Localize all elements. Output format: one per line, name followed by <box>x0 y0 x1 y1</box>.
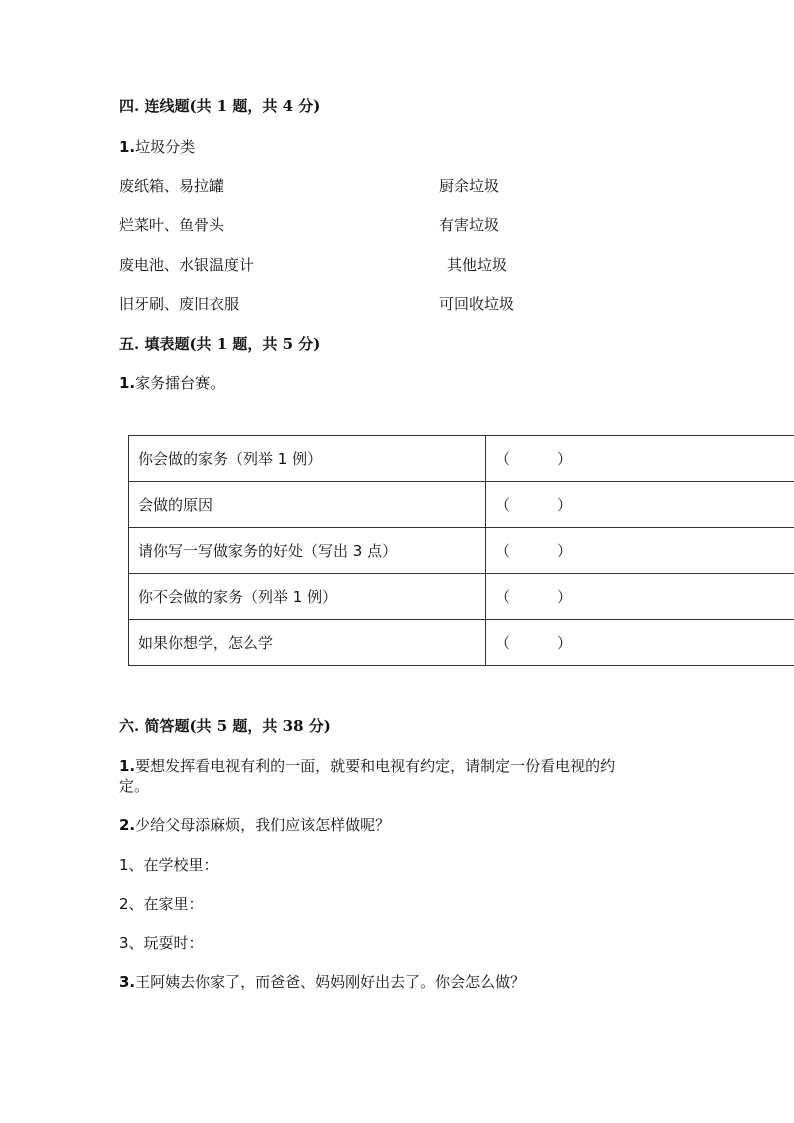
question-text: 家务擂台赛。 <box>135 374 226 392</box>
question-text-continued: 定。 <box>119 777 150 795</box>
answer-cell[interactable] <box>486 528 794 574</box>
row-label: 如果你想学，怎么学 <box>129 620 486 666</box>
row-label: 你会做的家务（列举 1 例） <box>129 436 486 482</box>
row-label: 会做的原因 <box>129 482 486 528</box>
question-number: 1. <box>119 757 136 775</box>
close-paren: ） <box>557 542 573 560</box>
question-text: 王阿姨去你家了，而爸爸、妈妈刚好出去了。你会怎么做？ <box>135 973 526 991</box>
answer-cell[interactable] <box>486 620 794 666</box>
question-text: 垃圾分类 <box>135 138 196 156</box>
question-number: 2. <box>119 816 136 834</box>
answer-prompt: 3、玩耍时： <box>119 934 204 952</box>
table-row <box>129 574 794 620</box>
open-paren: （ <box>495 496 511 514</box>
answer-prompt: 2、在家里： <box>119 895 204 913</box>
close-paren: ） <box>557 634 573 652</box>
table-row <box>129 528 794 574</box>
section-six-heading: 六. 简答题(共 5 题，共 38 分) <box>119 717 331 735</box>
match-right-item: 可回收垃圾 <box>439 295 515 313</box>
question-6-3 <box>119 972 525 992</box>
match-left-item: 废纸箱、易拉罐 <box>119 177 225 195</box>
table-row <box>129 436 794 482</box>
question-number: 1. <box>119 138 136 156</box>
section-five-heading: 五. 填表题(共 1 题，共 5 分) <box>119 335 321 353</box>
table-row <box>129 482 794 528</box>
match-right-item: 有害垃圾 <box>439 216 500 234</box>
open-paren: （ <box>495 542 511 560</box>
row-label: 你不会做的家务（列举 1 例） <box>129 574 486 620</box>
question-4-1 <box>119 137 195 157</box>
match-left-item: 烂菜叶、鱼骨头 <box>119 216 225 234</box>
question-number: 3. <box>119 973 136 991</box>
match-right-item: 厨余垃圾 <box>439 177 500 195</box>
question-text: 要想发挥看电视有利的一面，就要和电视有约定，请制定一份看电视的约 <box>135 757 616 775</box>
close-paren: ） <box>557 496 573 514</box>
question-number: 1. <box>119 374 136 392</box>
question-text: 少给父母添麻烦，我们应该怎样做呢？ <box>135 816 391 834</box>
section-four-heading: 四. 连线题(共 1 题，共 4 分) <box>119 97 321 115</box>
answer-prompt: 1、在学校里： <box>119 856 219 874</box>
match-left-item: 旧牙刷、废旧衣服 <box>119 295 240 313</box>
close-paren: ） <box>557 450 573 468</box>
close-paren: ） <box>557 588 573 606</box>
match-left-item: 废电池、水银温度计 <box>119 256 255 274</box>
answer-cell[interactable] <box>486 574 794 620</box>
table-row <box>129 620 794 666</box>
match-right-item: 其他垃圾 <box>447 256 508 274</box>
question-6-2 <box>119 815 390 835</box>
answer-cell[interactable] <box>486 482 794 528</box>
row-label: 请你写一写做家务的好处（写出 3 点） <box>129 528 486 574</box>
question-5-1 <box>119 373 225 393</box>
answer-cell[interactable] <box>486 436 794 482</box>
open-paren: （ <box>495 450 511 468</box>
open-paren: （ <box>495 588 511 606</box>
question-6-1 <box>119 756 615 776</box>
open-paren: （ <box>495 634 511 652</box>
chores-table <box>128 435 794 666</box>
